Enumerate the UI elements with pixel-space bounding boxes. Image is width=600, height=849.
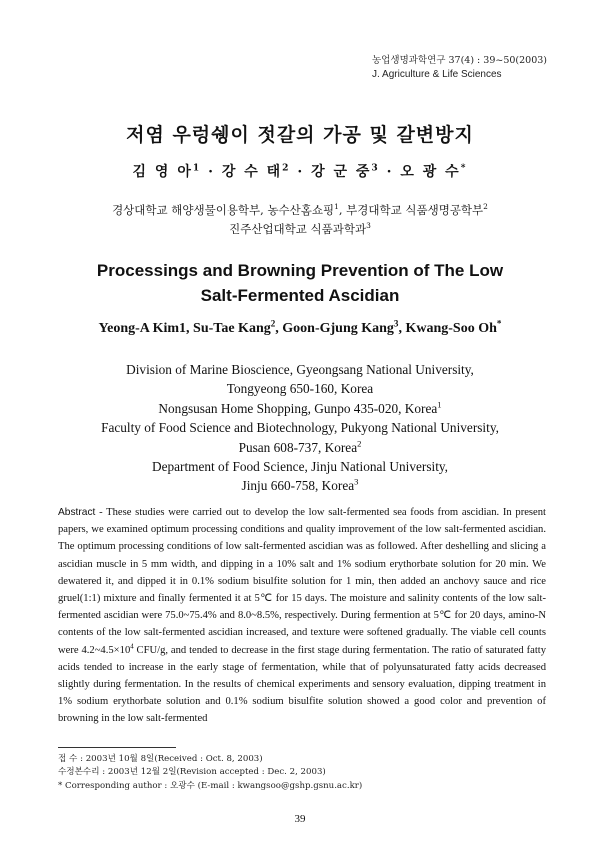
english-authors: Yeong-A Kim1, Su-Tae Kang$^2$, Goon-Gjung Kang$^3$, Kwang-Soo Oh* [98,318,502,336]
korean-title: 저염 우렁쉥이 젓갈의 가공 및 갈변방지 [126,124,474,146]
english-title [0,258,600,308]
journal-header [372,54,547,82]
english-title-line: Processings and Browning Prevention of The Low [96,261,504,280]
abstract-heading: Abstract [58,507,96,518]
korean-authors [0,161,600,181]
author-separator: · [386,164,394,180]
footnotes [58,753,538,793]
korean-affiliation-line: 진주산업대학교 식품과학과$^3$ [229,221,371,236]
journal-citation-korean: 농업생명과학연구 37(4) : 39~50(2003) [372,55,547,66]
korean-affiliation-line: 경상대학교 해양생물이용학부, 농수산홈쇼핑$^1$, 부경대학교 식품생명공학부$^2$ [112,202,488,217]
english-title-line: Salt-Fermented Ascidian [200,286,400,305]
journal-name-english: J. Agriculture & Life Sciences [372,69,502,80]
korean-author: 강 군 중 [311,164,372,180]
english-author: Kwang-Soo Oh [405,321,497,336]
footnote-divider [58,747,176,748]
footnote-corresponding: * Corresponding author : 오광수 (E-mail : kwangsoo@gshp.gsnu.ac.kr) [58,780,363,791]
author-superscript: 2 [282,162,291,174]
author-separator: · [208,164,215,180]
english-author: Yeong-A Kim1 [98,321,187,336]
korean-author: 김 영 아 [132,164,193,180]
footnote-received: 접 수 : 2003년 10월 8일(Received : Oct. 8, 2003) [58,754,263,764]
abstract-body-continued: CFU/g, and tended to decrease in the first stage during fermentation. The ratio of saturated fatty acids tended to increase in the early stage of fermentation, while that of polyunsaturated fatty acids decreased slightly during fermentation. In the results of chemical experiments and sensory evaluation, dipping treatment in 1% sodium erythorbate solution and 0.1% sodium bisulfite solution showed a good color and prevention of browning in the low salt-fermented [58,644,547,725]
abstract-body: - These studies were carried out to develop the low salt-fermented sea foods from ascidian. In present papers, we examined optimum processing conditions and quality improvement of the low salt-fermented ascidian. The optimum processing conditions of low salt-fermented ascidian was as followed. After deshelling and slicing a ascidian muscle in 5 mm width, and dipping in a 10% salt and 1% sodium erythorbate solution for 20 min. We dewatered it, and dipped it in 0.1% sodium bisulfite solution for 1 min, then added an anchovy sauce and rice gruel(1:1) mixture and finally fermented it at 5℃ for 15 days. The moisture and salinity contents of the low salt-fermented ascidian were 75.0~75.4% and 8.0~8.5%, respectively. During fermention at 5℃ for 20 days, amino-N contents of the low salt-fermented ascidian increased, and texture were softened gradually. The viable cell counts were 4.2~4.5×10 [58,507,546,656]
abstract [58,504,546,728]
korean-affiliations [0,201,600,239]
english-affiliations: Division of Marine Bioscience, Gyeongsang National University, Tongyeong 650-160, Korea Nongsusan Home Shopping, Gunpo 435-020, Korea$^1$ Faculty of Food Science and Biotechnology, Pukyong National University, Pusan 608-737, Korea$^2$ Department of Food Science, Jinju National University, Jinju 660-758, Korea$^3$ [101,362,499,494]
english-author: Goon-Gjung Kang [282,321,394,336]
author-superscript: 1 [192,162,202,174]
korean-author: 강 수 태 [221,164,283,180]
abstract-exponent: 4 [130,643,134,651]
page-number: 39 [294,813,306,825]
author-separator: · [297,164,305,180]
english-author: Su-Tae Kang [193,321,271,336]
korean-author: 오 광 수 [400,164,461,180]
author-superscript: * [460,162,468,174]
author-superscript: 3 [371,162,380,174]
footnote-accepted: 수정본수리 : 2003년 12월 2일(Revision accepted : Dec. 2, 2003) [58,767,326,778]
